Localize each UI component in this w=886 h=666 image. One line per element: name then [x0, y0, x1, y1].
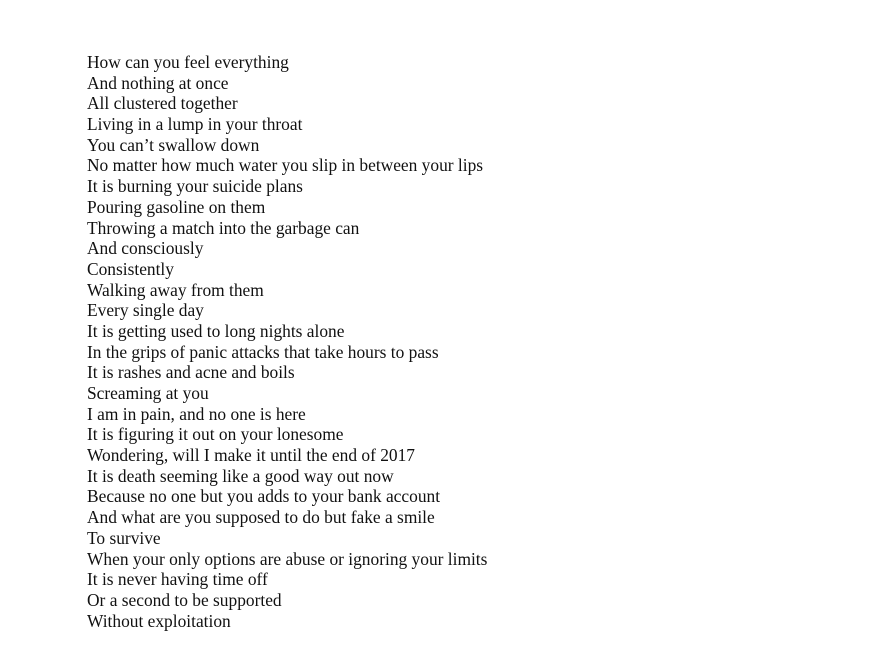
- poem-line: It is figuring it out on your lonesome: [87, 424, 344, 445]
- poem-line: And nothing at once: [87, 72, 229, 93]
- poem-line: And what are you supposed to do but fake a smile: [87, 507, 435, 528]
- poem-line: Living in a lump in your throat: [87, 114, 303, 135]
- poem-line: It is getting used to long nights alone: [87, 320, 345, 341]
- poem-line: Without exploitation: [87, 610, 231, 631]
- poem-line: Consistently: [87, 258, 174, 279]
- poem-line: You can’t swallow down: [87, 134, 260, 155]
- poem-line: Throwing a match into the garbage can: [87, 217, 360, 238]
- poem-line: To survive: [87, 527, 161, 548]
- poem-line: All clustered together: [87, 93, 238, 114]
- poem-line: It is burning your suicide plans: [87, 176, 303, 197]
- poem-line: It is rashes and acne and boils: [87, 362, 295, 383]
- poem-line: Pouring gasoline on them: [87, 196, 266, 217]
- poem-line: When your only options are abuse or ignoring your limits: [87, 548, 488, 569]
- poem-line: I am in pain, and no one is here: [87, 403, 306, 424]
- poem-line: Because no one but you adds to your bank account: [87, 486, 441, 507]
- poem-line: Or a second to be supported: [87, 589, 282, 610]
- poem-line: Wondering, will I make it until the end of 2017: [87, 445, 415, 466]
- poem-line: Screaming at you: [87, 383, 209, 403]
- poem-line: In the grips of panic attacks that take hours to pass: [87, 341, 439, 362]
- poem-line: Every single day: [87, 300, 204, 321]
- poem-line: It is never having time off: [87, 569, 268, 590]
- poem-line: It is death seeming like a good way out now: [87, 465, 394, 486]
- poem-line: No matter how much water you slip in between your lips: [87, 155, 484, 176]
- poem-text: [87, 52, 487, 631]
- poem-line: Walking away from them: [87, 279, 264, 300]
- poem-line: And consciously: [87, 238, 204, 259]
- poem-line: How can you feel everything: [87, 52, 289, 72]
